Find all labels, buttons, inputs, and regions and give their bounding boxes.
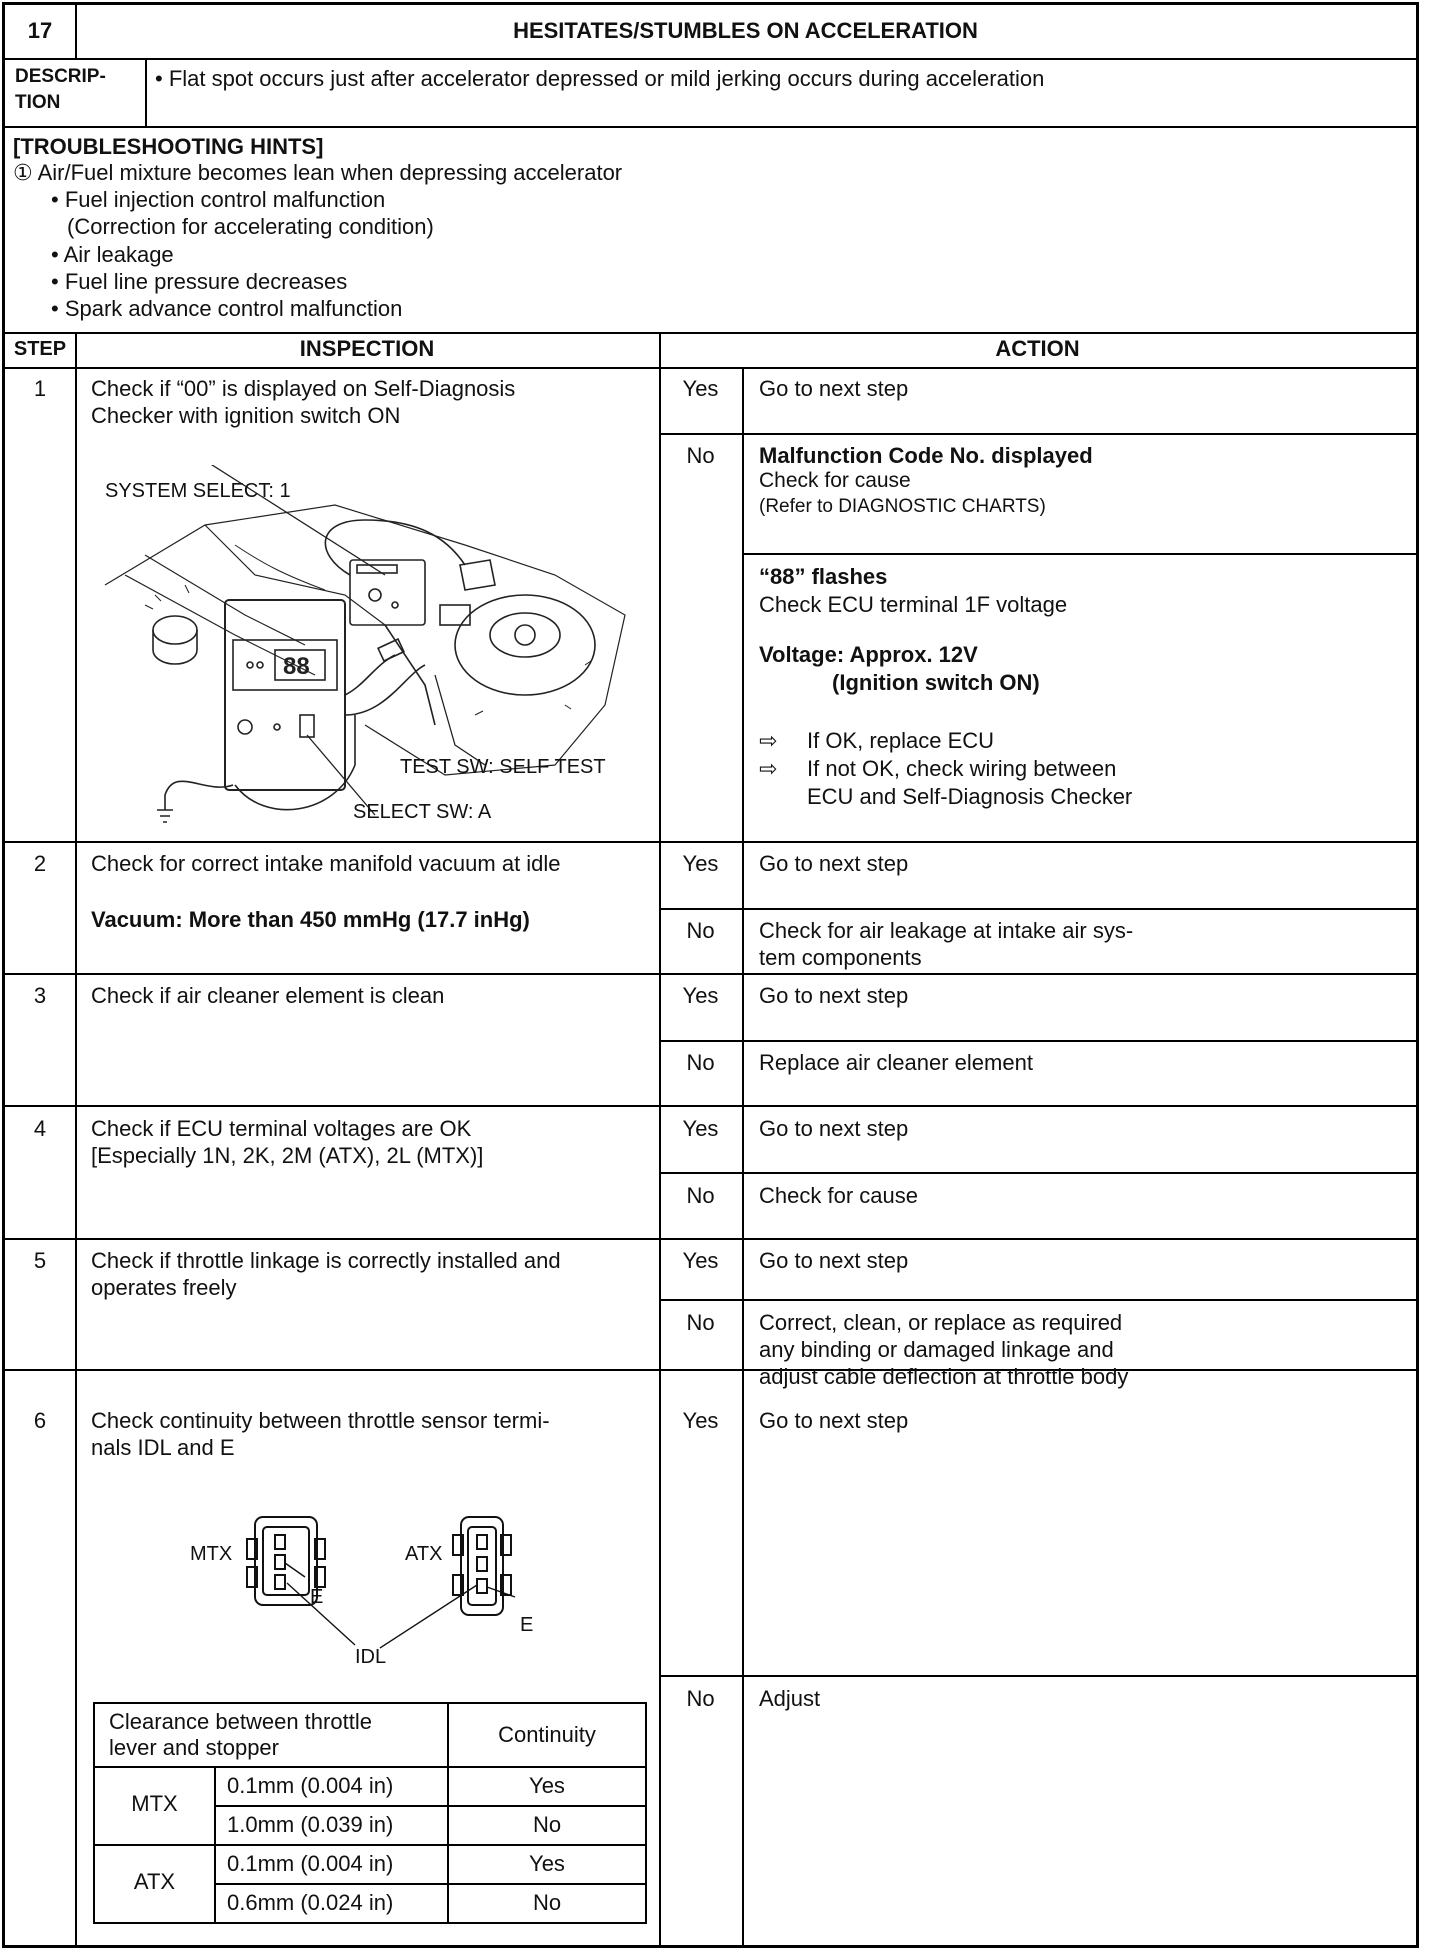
yes-action: Go to next step — [759, 376, 909, 401]
arrow-action: If OK, replace ECU — [807, 728, 995, 753]
troubleshooting-sheet — [2, 2, 1419, 1948]
description-label-2: TION — [15, 92, 61, 113]
table-header-continuity: Continuity — [498, 1722, 596, 1747]
description-text: • Flat spot occurs just after accelerator depressed or mild jerking occurs during acceleration — [155, 66, 1045, 91]
column-divider — [75, 332, 77, 1945]
no-sub-separator — [742, 553, 1416, 555]
inspection-text: nals IDL and E — [91, 1435, 235, 1460]
no-action-text: Check ECU terminal 1F voltage — [759, 592, 1068, 617]
hint-line: • Air leakage — [51, 242, 174, 267]
step-separator — [5, 973, 1416, 975]
yes-action: Go to next step — [759, 1248, 909, 1273]
column-action: ACTION — [995, 336, 1080, 361]
table-clearance: 0.1mm (0.004 in) — [227, 1773, 394, 1798]
inspection-text: operates freely — [91, 1275, 237, 1300]
sheet-number: 17 — [27, 18, 53, 43]
step-number: 3 — [33, 983, 47, 1008]
table-group-mtx: MTX — [131, 1791, 178, 1816]
inspection-text: Checker with ignition switch ON — [91, 403, 401, 428]
yes-no-separator — [659, 908, 1416, 910]
inspection-text: Check if air cleaner element is clean — [91, 983, 445, 1008]
step-number: 6 — [33, 1408, 47, 1433]
no-action-text: (Refer to DIAGNOSTIC CHARTS) — [759, 496, 1046, 517]
label-system-select: SYSTEM SELECT: 1 — [105, 480, 291, 502]
arrow-icon: ⇨ — [759, 728, 778, 753]
step-separator — [5, 841, 1416, 843]
no-action: Adjust — [759, 1686, 821, 1711]
hint-line: • Spark advance control malfunction — [51, 296, 403, 321]
no-label: No — [686, 1050, 715, 1075]
table-clearance: 0.6mm (0.024 in) — [227, 1890, 394, 1915]
label-mtx: MTX — [190, 1543, 233, 1565]
yes-label: Yes — [682, 376, 719, 401]
yes-action: Go to next step — [759, 1408, 909, 1433]
table-clearance: 1.0mm (0.039 in) — [227, 1812, 394, 1837]
yes-label: Yes — [682, 851, 719, 876]
no-action: Replace air cleaner element — [759, 1050, 1033, 1075]
no-action: tem components — [759, 945, 922, 970]
inspection-text: [Especially 1N, 2K, 2M (ATX), 2L (MTX)] — [91, 1143, 484, 1168]
step-number: 2 — [33, 851, 47, 876]
column-divider — [742, 367, 744, 1945]
yes-label: Yes — [682, 1116, 719, 1141]
hints-title: [TROUBLESHOOTING HINTS] — [13, 134, 324, 159]
step-separator — [5, 1105, 1416, 1107]
yes-label: Yes — [682, 1248, 719, 1273]
yes-label: Yes — [682, 1408, 719, 1433]
yes-no-separator — [659, 1675, 1416, 1677]
no-action: adjust cable deflection at throttle body — [759, 1364, 1129, 1389]
no-label: No — [686, 1183, 715, 1208]
no-label: No — [686, 1686, 715, 1711]
no-action-title: “88” flashes — [759, 564, 888, 589]
spec-voltage: Voltage: Approx. 12V — [759, 642, 978, 667]
table-rule — [95, 1844, 645, 1846]
rule — [5, 58, 1416, 60]
description-label-1: DESCRIP- — [15, 66, 106, 87]
yes-no-separator — [659, 433, 1416, 435]
table-continuity: Yes — [529, 1851, 565, 1876]
step-number: 4 — [33, 1116, 47, 1141]
clearance-table — [93, 1702, 647, 1924]
yes-action: Go to next step — [759, 851, 909, 876]
table-continuity: No — [532, 1890, 562, 1915]
inspection-text: Check continuity between throttle sensor termi- — [91, 1408, 550, 1433]
column-step: STEP — [13, 338, 67, 360]
no-action: any binding or damaged linkage and — [759, 1337, 1114, 1362]
no-action-title: Malfunction Code No. displayed — [759, 443, 1093, 468]
sheet-title: HESITATES/STUMBLES ON ACCELERATION — [513, 18, 978, 43]
inspection-text: Check for correct intake manifold vacuum at idle — [91, 851, 561, 876]
no-label: No — [686, 1310, 715, 1335]
table-rule — [214, 1805, 645, 1807]
step-separator — [5, 1238, 1416, 1240]
spec-vacuum: Vacuum: More than 450 mmHg (17.7 inHg) — [91, 907, 530, 932]
label-atx: ATX — [405, 1543, 443, 1565]
no-action: Correct, clean, or replace as required — [759, 1310, 1123, 1335]
label-idl: IDL — [355, 1646, 387, 1668]
hint-line: • Fuel line pressure decreases — [51, 269, 348, 294]
yes-action: Go to next step — [759, 983, 909, 1008]
column-inspection: INSPECTION — [299, 336, 435, 361]
yes-action: Go to next step — [759, 1116, 909, 1141]
yes-no-separator — [659, 1040, 1416, 1042]
yes-label: Yes — [682, 983, 719, 1008]
no-action: Check for cause — [759, 1183, 918, 1208]
self-diagnosis-checker-illustration — [85, 465, 655, 835]
arrow-icon: ⇨ — [759, 756, 778, 781]
no-label: No — [686, 918, 715, 943]
table-header-clearance: lever and stopper — [109, 1735, 279, 1760]
no-label: No — [686, 443, 715, 468]
inspection-text: Check if ECU terminal voltages are OK — [91, 1116, 472, 1141]
label-select-sw: SELECT SW: A — [353, 801, 492, 823]
label-e-atx: E — [520, 1614, 534, 1636]
hint-line: (Correction for accelerating condition) — [67, 214, 434, 239]
spec-condition: (Ignition switch ON) — [832, 670, 1040, 695]
hint-line: ① Air/Fuel mixture becomes lean when depressing accelerator — [13, 160, 623, 185]
step-number: 1 — [33, 376, 47, 401]
table-clearance: 0.1mm (0.004 in) — [227, 1851, 394, 1876]
table-header-clearance: Clearance between throttle — [109, 1709, 372, 1734]
inspection-text: Check if throttle linkage is correctly installed and — [91, 1248, 561, 1273]
yes-no-separator — [659, 1172, 1416, 1174]
arrow-action: ECU and Self-Diagnosis Checker — [807, 784, 1133, 809]
description-divider — [145, 58, 147, 126]
table-continuity: No — [532, 1812, 562, 1837]
rule — [5, 367, 1416, 369]
rule — [5, 126, 1416, 128]
label-e-mtx: E — [310, 1586, 324, 1608]
no-action-text: Check for cause — [759, 469, 911, 492]
checker-display: 88 — [283, 653, 310, 680]
yes-no-separator — [659, 1299, 1416, 1301]
step-separator — [5, 1369, 1416, 1371]
table-continuity: Yes — [529, 1773, 565, 1798]
table-rule — [214, 1883, 645, 1885]
inspection-text: Check if “00” is displayed on Self-Diagnosis — [91, 376, 516, 401]
arrow-action: If not OK, check wiring between — [807, 756, 1117, 781]
label-test-sw: TEST SW: SELF TEST — [400, 756, 606, 778]
hint-line: • Fuel injection control malfunction — [51, 187, 386, 212]
step-number: 5 — [33, 1248, 47, 1273]
table-rule — [95, 1766, 645, 1768]
rule — [5, 332, 1416, 334]
no-action: Check for air leakage at intake air sys- — [759, 918, 1134, 943]
table-group-atx: ATX — [133, 1869, 176, 1894]
